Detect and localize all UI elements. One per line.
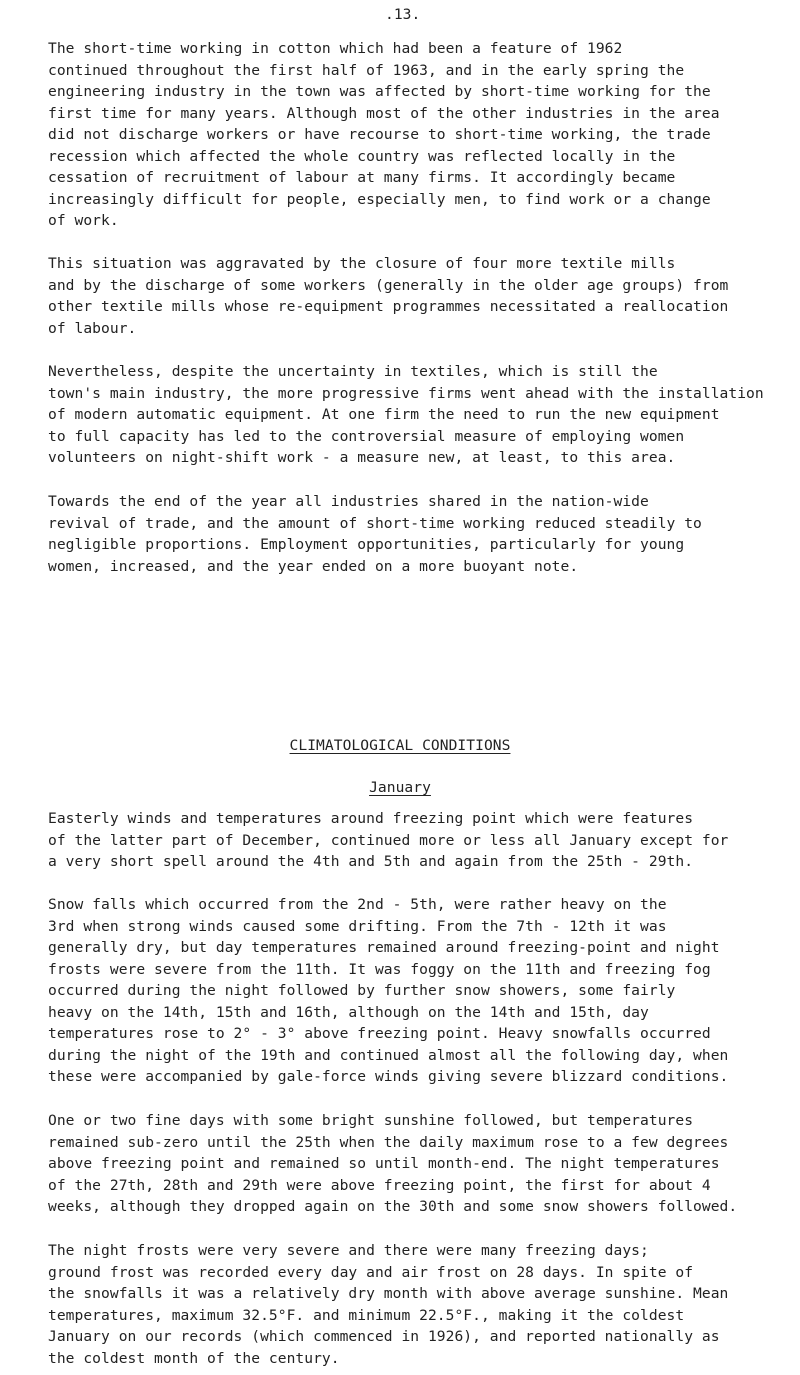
paragraph-automatic-equipment: Nevertheless, despite the uncertainty in textiles, which is still the town's main industry, the more progressive firms went ahead with the installation of modern automatic equipment. At one firm the need to run the new equipment to full capacity has led to the controversial measure of employing women volunteers on night-shift work - a measure new, at least, to this area. <box>48 363 764 466</box>
paragraph-easterly-winds: Easterly winds and temperatures around freezing point which were features of the latter part of December, continued more or less all January except for a very short spell around the 4th and 5th and again from the 25th - 29th. <box>48 810 729 870</box>
paragraph-trade-revival: Towards the end of the year all industries shared in the nation-wide revival of trade, and the amount of short-time working reduced steadily to negligible proportions. Employment opportunities, particularly for young women, increased, and the year ended on a more buoyant note. <box>48 493 702 575</box>
section-heading: CLIMATOLOGICAL CONDITIONS <box>289 737 511 754</box>
page-number: .13. <box>385 6 421 23</box>
paragraph-night-frosts: The night frosts were very severe and there were many freezing days; ground frost was recorded every day and air frost on 28 days. In spite of the snowfalls it was a relatively dry month with above average sunshine. Mean temperatures, maximum 32.5°F. and minimum 22.5°F., making it the coldest January on our records (which commenced in 1926), and reported nationally as the coldest month of the century. <box>48 1242 729 1367</box>
paragraph-fine-days: One or two fine days with some bright sunshine followed, but temperatures remained sub-zero until the 25th when the daily maximum rose to a few degrees above freezing point and remained so until month-end. The night temperatures of the 27th, 28th and 29th were above freezing point, the first for about 4 weeks, although they dropped again on the 30th and some snow showers followed. <box>48 1112 738 1215</box>
paragraph-short-time-working: The short-time working in cotton which had been a feature of 1962 continued throughout the first half of 1963, and in the early spring the engineering industry in the town was affected by short-time working for the first time for many years. Although most of the other industries in the area did not discharge workers or have recourse to short-time working, the trade recession which affected the whole country was reflected locally in the cessation of recruitment of labour at many firms. It accordingly became increasingly difficult for people, especially men, to find work or a change of work. <box>48 40 720 229</box>
paragraph-mill-closures: This situation was aggravated by the closure of four more textile mills and by the discharge of some workers (generally in the older age groups) from other textile mills whose re-equipment programmes necessitated a reallocation of labour. <box>48 255 729 337</box>
month-heading: January <box>369 779 431 796</box>
paragraph-snow-falls: Snow falls which occurred from the 2nd - 5th, were rather heavy on the 3rd when strong winds caused some drifting. From the 7th - 12th it was generally dry, but day temperatures remained around freezing-point and night frosts were severe from the 11th. It was foggy on the 11th and freezing fog occurred during the night followed by further snow showers, some fairly heavy on the 14th, 15th and 16th, although on the 14th and 15th, day temperatures rose to 2° - 3° above freezing point. Heavy snowfalls occurred during the night of the 19th and continued almost all the following day, when these were accompanied by gale-force winds giving severe blizzard conditions. <box>48 896 729 1085</box>
